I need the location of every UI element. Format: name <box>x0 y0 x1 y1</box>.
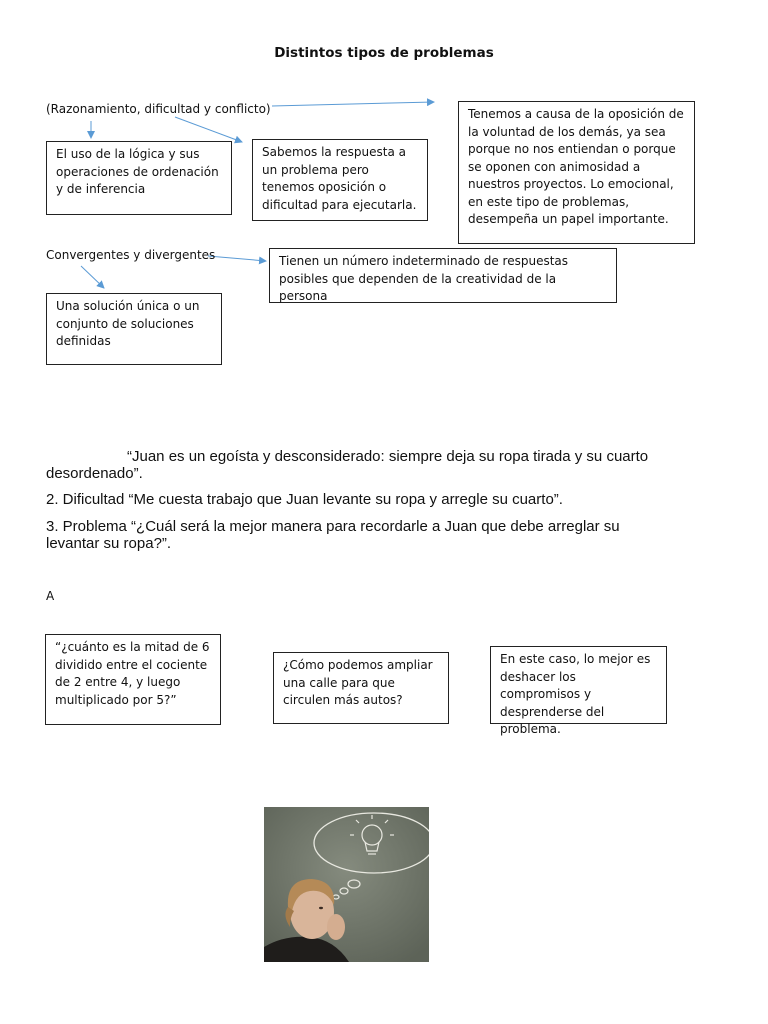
example-line-1: “Juan es un egoísta y desconsiderado: siempre deja su ropa tirada y su cuarto desordenado”. <box>46 448 649 482</box>
convergent-divergent-label: Convergentes y divergentes <box>46 248 216 262</box>
page-title: Distintos tipos de problemas <box>274 45 494 61</box>
arrow-to-difficulty <box>175 117 242 142</box>
letter-a: A <box>46 589 55 603</box>
difficulty-box: Sabemos la respuesta a un problema pero tenemos oposición o dificultad para ejecutarla. <box>252 139 428 221</box>
solution-box: En este caso, lo mejor es deshacer los compromisos y desprenderse del problema. <box>490 646 667 724</box>
arrow-to-conflict <box>272 102 434 106</box>
convergent-box: Una solución única o un conjunto de soluciones definidas <box>46 293 222 365</box>
street-question-box: ¿Cómo podemos ampliar una calle para que circulen más autos? <box>273 652 449 724</box>
arrow-to-divergent <box>208 256 266 261</box>
logic-box: El uso de la lógica y sus operaciones de ordenación y de inferencia <box>46 141 232 215</box>
math-question-box: “¿cuánto es la mitad de 6 dividido entre el cociente de 2 entre 4, y luego multiplicado por 5?” <box>45 634 221 725</box>
reasoning-label: (Razonamiento, dificultad y conflicto) <box>46 102 271 116</box>
example-line-2: 2. Dificultad “Me cuesta trabajo que Juan levante su ropa y arregle su cuarto”. <box>46 491 563 508</box>
conflict-box: Tenemos a causa de la oposición de la voluntad de los demás, ya sea porque no nos entiendan o porque se oponen con animosidad a nuestros proyectos. Lo emocional, en este tipo de problemas, desempeña un papel importante. <box>458 101 695 244</box>
arrow-to-convergent <box>81 266 104 288</box>
thinking-woman-image <box>264 807 429 962</box>
example-line-3: 3. Problema “¿Cuál será la mejor manera para recordarle a Juan que debe arreglar su levantar su ropa?”. <box>46 518 620 552</box>
divergent-box: Tienen un número indeterminado de respuestas posibles que dependen de la creatividad de la persona <box>269 248 617 303</box>
